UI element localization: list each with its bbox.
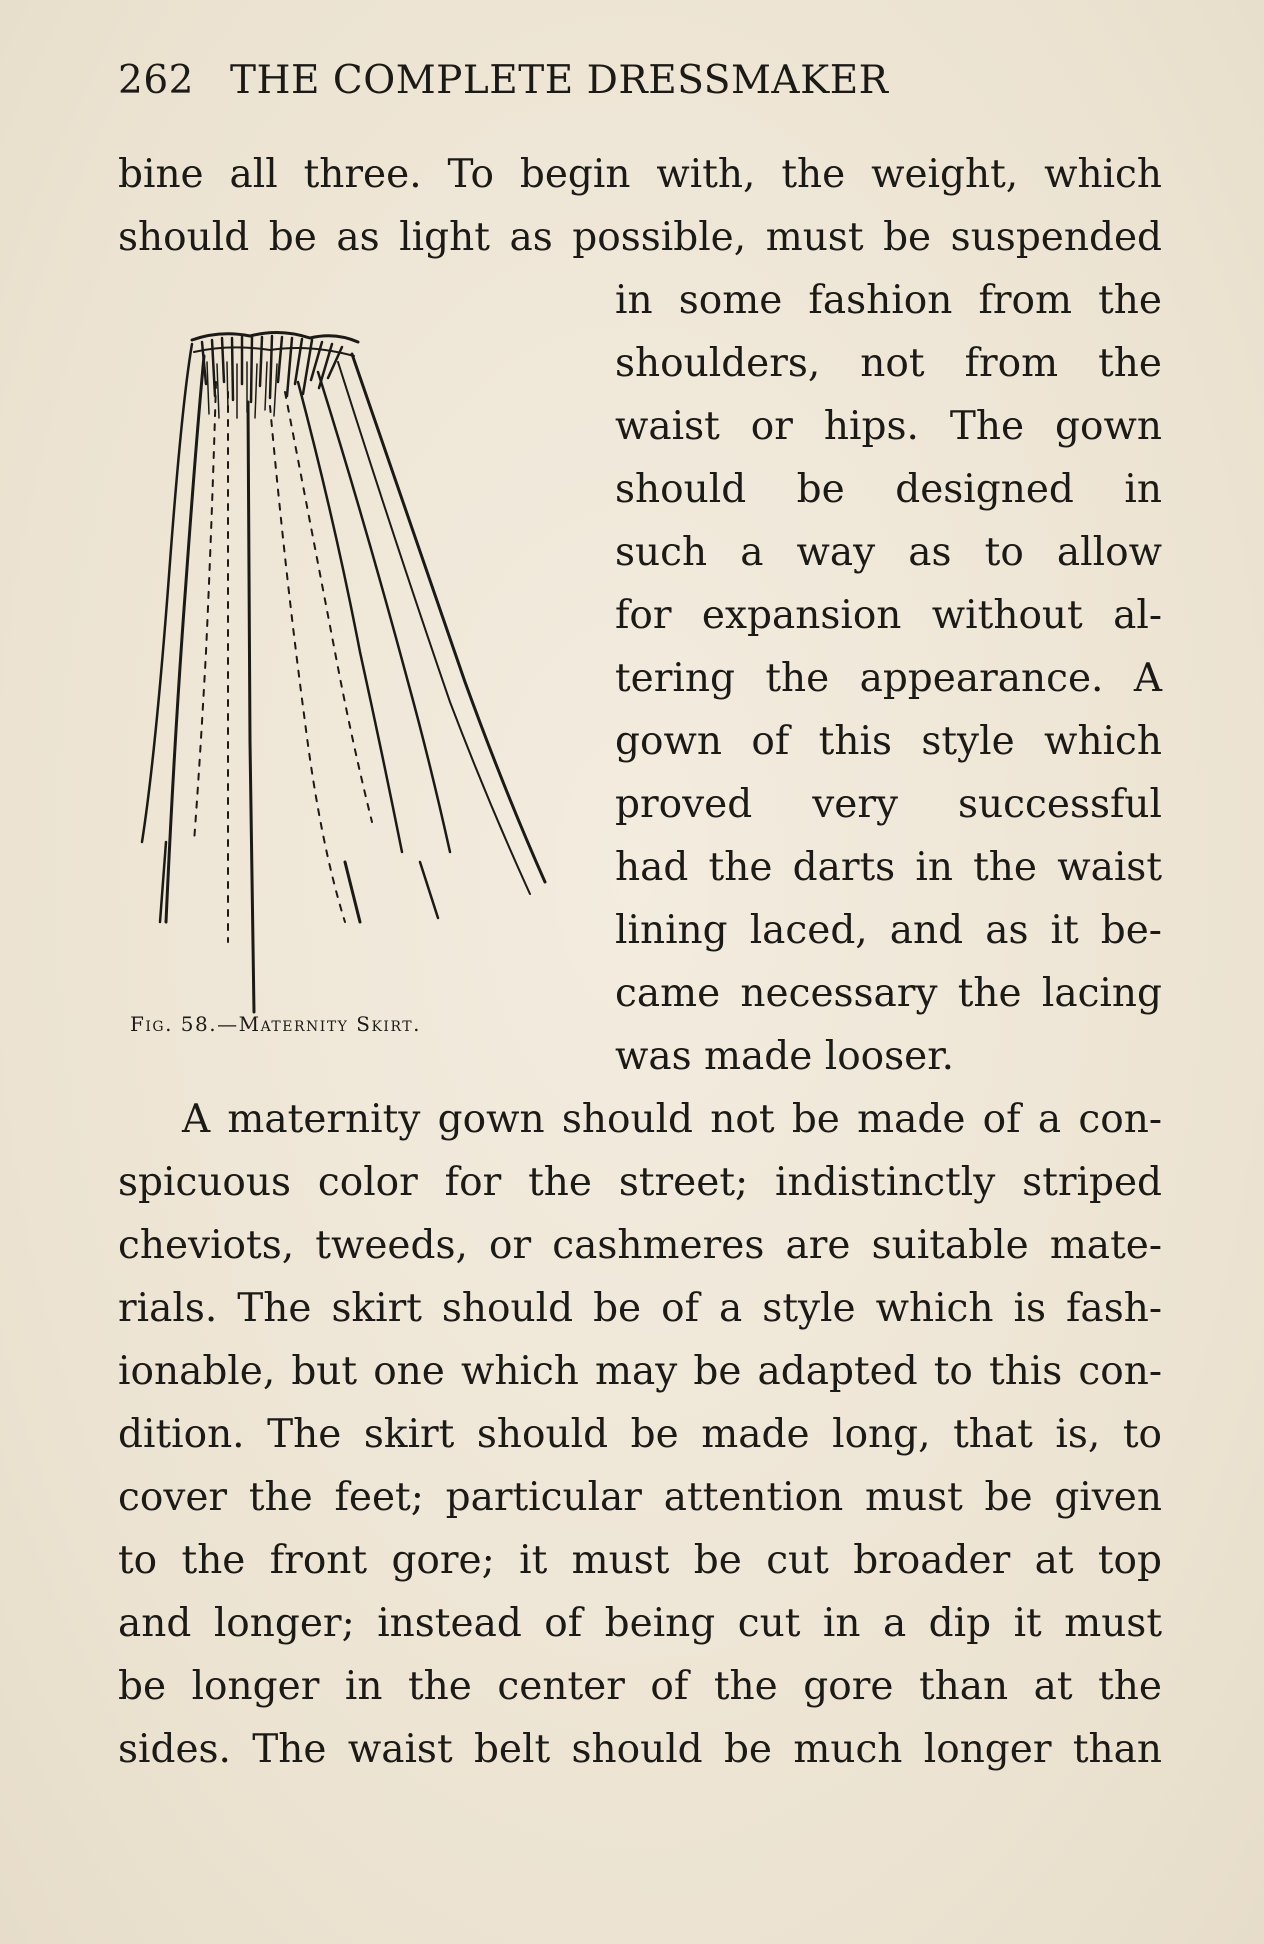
text-line: cover the feet; particular attention must be given (118, 1475, 1162, 1520)
running-title: THE COMPLETE DRESSMAKER (230, 58, 889, 103)
text-line: rials. The skirt should be of a style which is fash- (118, 1286, 1162, 1331)
text-line: tering the appearance. A (615, 656, 1162, 701)
text-line: dition. The skirt should be made long, that is, to (118, 1412, 1162, 1457)
text-line: spicuous color for the street; indistinctly striped (118, 1160, 1162, 1205)
text-line: was made looser. (615, 1034, 955, 1079)
text-line: in some fashion from the (615, 278, 1162, 323)
text-line: to the front gore; it must be cut broader at top (118, 1538, 1162, 1583)
text-line: should be as light as possible, must be suspended (118, 215, 1162, 260)
text-line: and longer; instead of being cut in a dip it must (118, 1601, 1162, 1646)
text-line: lining laced, and as it be- (615, 908, 1162, 953)
text-line: waist or hips. The gown (615, 404, 1162, 449)
text-line: for expansion without al- (615, 593, 1162, 638)
text-line: be longer in the center of the gore than at the (118, 1664, 1162, 1709)
skirt-drawing (120, 322, 580, 1022)
text-line: such a way as to allow (615, 530, 1162, 575)
text-line: proved very successful (615, 782, 1162, 827)
figure-caption: Fig. 58.—Maternity Skirt. (130, 1012, 421, 1036)
text-line: cheviots, tweeds, or cashmeres are suitable mate- (118, 1223, 1162, 1268)
text-line: sides. The waist belt should be much longer than (118, 1727, 1162, 1772)
text-line: came necessary the lacing (615, 971, 1162, 1016)
text-line: should be designed in (615, 467, 1162, 512)
running-head (118, 58, 1168, 103)
maternity-skirt-illustration (120, 322, 580, 1022)
text-line: bine all three. To begin with, the weight, which (118, 152, 1162, 197)
page-number: 262 (118, 58, 194, 103)
text-line: shoulders, not from the (615, 341, 1162, 386)
text-line: gown of this style which (615, 719, 1162, 764)
paragraph-start: A maternity gown should not be made of a con- (182, 1097, 1162, 1142)
text-line: had the darts in the waist (615, 845, 1162, 890)
text-line: ionable, but one which may be adapted to this con- (118, 1349, 1162, 1394)
